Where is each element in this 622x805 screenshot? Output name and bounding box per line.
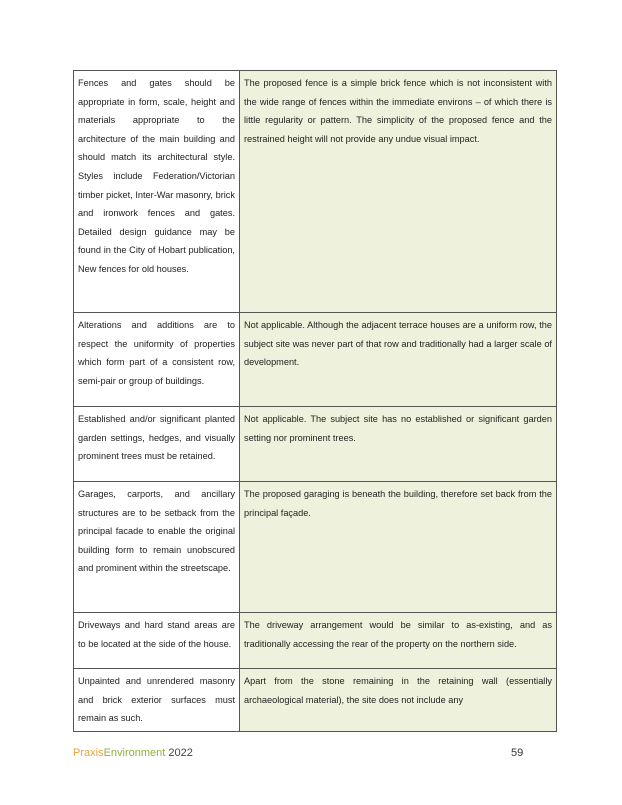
response-cell: Not applicable. Although the adjacent terrace houses are a uniform row, the subject site was never part of that row and traditionally had a larger scale of development.	[240, 313, 557, 407]
table-row	[74, 613, 557, 669]
response-cell: Not applicable. The subject site has no established or significant garden setting nor prominent trees.	[240, 407, 557, 482]
criterion-cell: Established and/or significant planted garden settings, hedges, and visually prominent trees must be retained.	[74, 407, 240, 482]
table-row	[74, 482, 557, 613]
criterion-cell: Driveways and hard stand areas are to be located at the side of the house.	[74, 613, 240, 669]
criterion-cell: Unpainted and unrendered masonry and brick exterior surfaces must remain as such.	[74, 669, 240, 732]
response-cell: The proposed garaging is beneath the building, therefore set back from the principal façade.	[240, 482, 557, 613]
criterion-cell: Alterations and additions are to respect the uniformity of properties which form part of a consistent row, semi-pair or group of buildings.	[74, 313, 240, 407]
criterion-cell: Fences and gates should be appropriate in form, scale, height and materials appropriate to the architecture of the main building and should match its architectural style. Styles include Federation/Victorian timber picket, Inter-War masonry, brick and ironwork fences and gates. Detailed design guidance may be found in the City of Hobart publication, New fences for old houses.	[74, 71, 240, 313]
table-row	[74, 313, 557, 407]
table-row	[74, 669, 557, 732]
response-cell: The proposed fence is a simple brick fence which is not inconsistent with the wide range of fences within the immediate environs – of which there is little regularity or pattern. The simplicity of the proposed fence and the restrained height will not provide any undue visual impact.	[240, 71, 557, 313]
response-cell: Apart from the stone remaining in the retaining wall (essentially archaeological material), the site does not include any	[240, 669, 557, 732]
brand-name-praxis: Praxis	[73, 747, 104, 759]
table-row	[74, 71, 557, 313]
criterion-cell: Garages, carports, and ancillary structures are to be setback from the principal facade to enable the original building form to remain unobscured and prominent within the streetscape.	[74, 482, 240, 613]
table-row	[74, 407, 557, 482]
footer-brand	[73, 747, 193, 759]
footer-year: 2022	[165, 747, 193, 759]
brand-name-environment: Environment	[103, 747, 166, 759]
response-cell: The driveway arrangement would be similar to as-existing, and as traditionally accessing the rear of the property on the northern side.	[240, 613, 557, 669]
heritage-assessment-table	[73, 70, 557, 732]
page-number: 59	[511, 747, 524, 759]
